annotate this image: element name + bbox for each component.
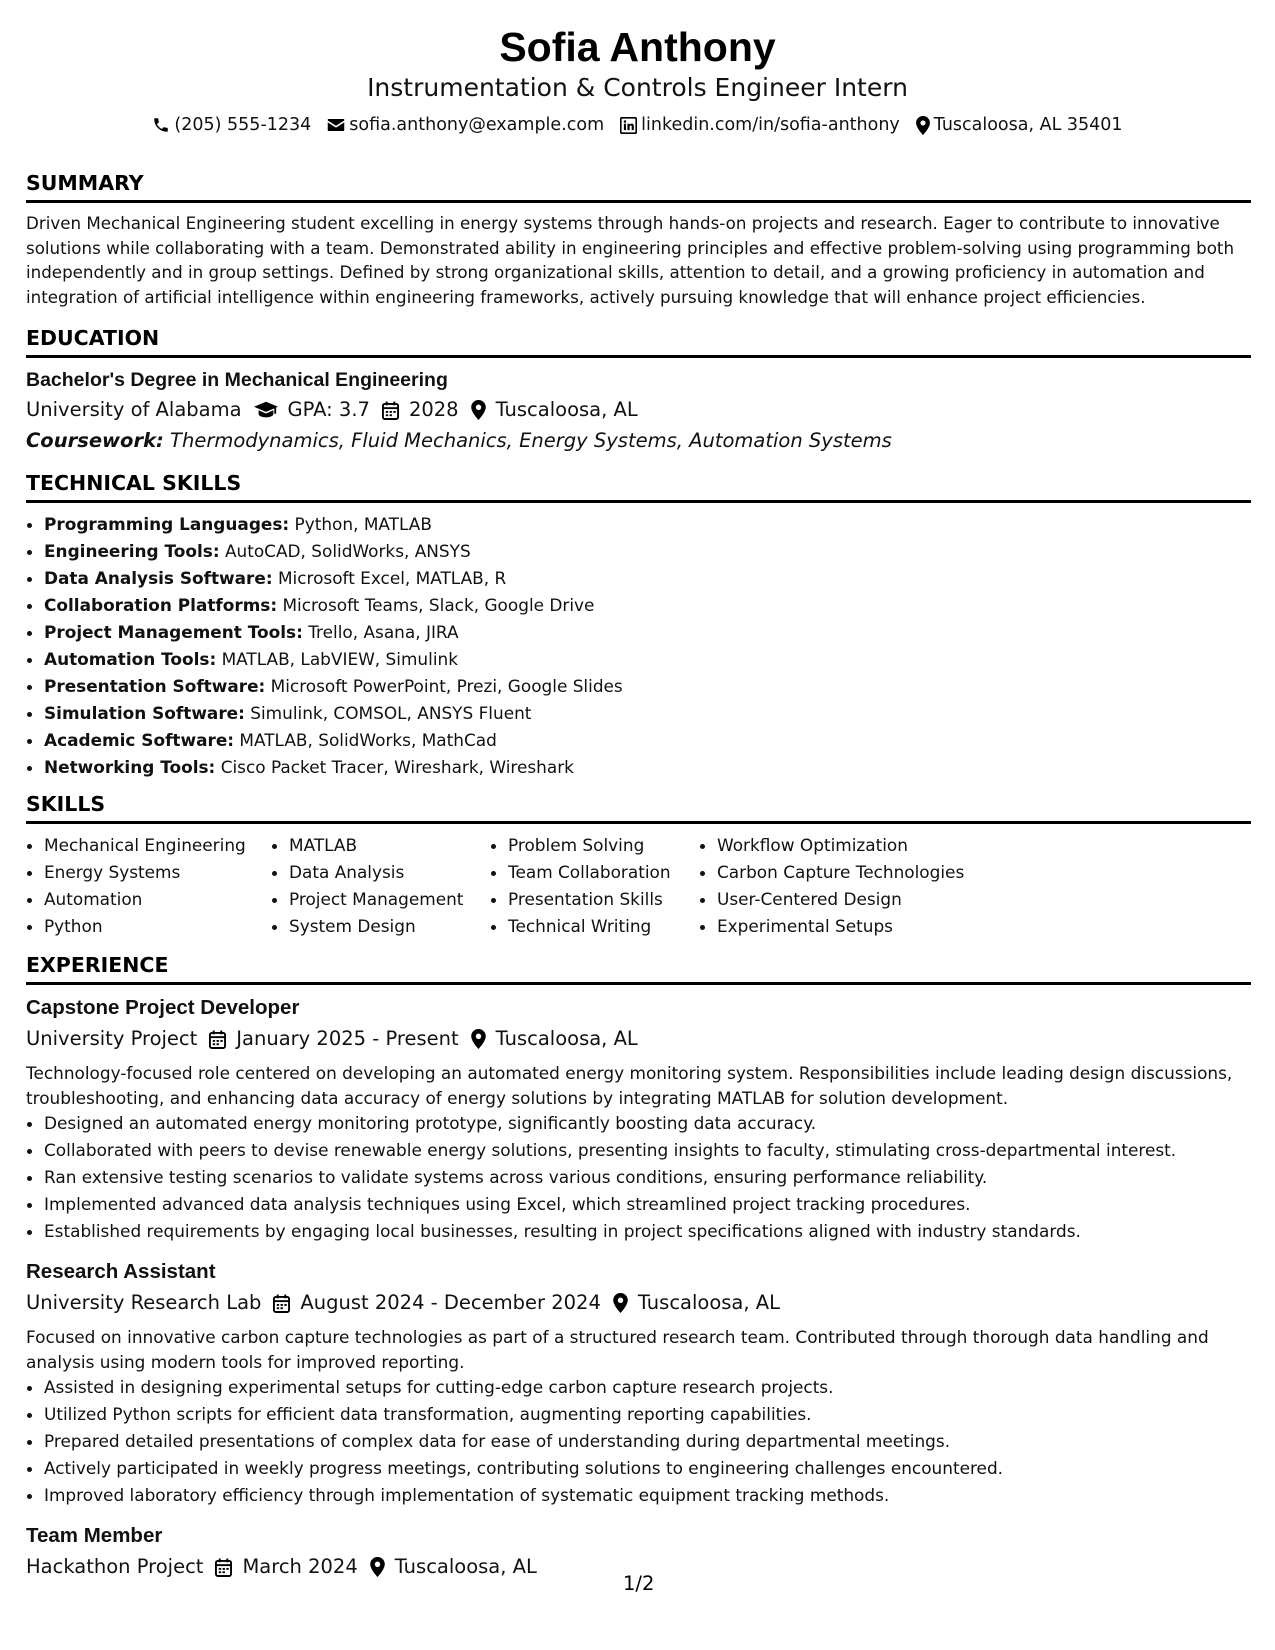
calendar-icon [215,1558,232,1577]
job-organization: University Research Lab [26,1291,262,1314]
linkedin-icon [620,117,637,134]
section-divider [26,355,1251,358]
coursework-line [26,426,1251,456]
summary-section [26,168,1251,309]
list-item: • Assisted in designing experimental setups for cutting-edge carbon capture research projects. [44,1374,1251,1401]
list-item [44,565,1251,592]
skill-item: • Python [44,913,271,940]
job-location: Tuscaloosa, AL [495,1027,638,1050]
skill-category: Presentation Software: [44,676,266,696]
skill-item: • Presentation Skills [508,886,699,913]
skill-category: Programming Languages: [44,514,290,534]
section-divider [26,821,1251,824]
skill-item: • Team Collaboration [508,859,699,886]
contact-linkedin[interactable] [620,115,900,135]
skill-category: Engineering Tools: [44,541,220,561]
skills-section [26,789,1251,940]
job-description: Technology-focused role centered on developing an automated energy monitoring system. Responsibilities include leading design discussions, troubleshooting, and enhancing data accuracy of energy solutions by integrating MATLAB for solution development. [26,1063,1233,1108]
skills-column [271,832,490,940]
experience-section [26,950,1251,1583]
skill-item: • Workflow Optimization [717,832,1017,859]
graduation-year: 2028 [408,398,459,421]
technical-skills-section [26,468,1251,781]
candidate-name: Sofia Anthony [499,24,776,70]
skill-item: • Technical Writing [508,913,699,940]
list-item: • Actively participated in weekly progress meetings, contributing solutions to engineering challenges encountered. [44,1455,1251,1482]
skill-category: Networking Tools: [44,757,216,777]
map-pin-icon [471,1029,486,1049]
skill-values: Trello, Asana, JIRA [308,622,459,642]
page-number: 1/2 [623,1572,655,1595]
skill-category: Automation Tools: [44,649,217,669]
job-title: Research Assistant [26,1260,216,1283]
candidate-title: Instrumentation & Controls Engineer Intern [367,73,908,102]
skill-item: • Mechanical Engineering [44,832,271,859]
list-item [44,538,1251,565]
skill-category: Simulation Software: [44,703,245,723]
skill-item: • System Design [289,913,490,940]
contact-location [916,115,1123,135]
skills-column [26,832,271,940]
job-location: Tuscaloosa, AL [637,1291,780,1314]
list-item: • Ran extensive testing scenarios to validate systems across various conditions, ensuring performance reliability. [44,1164,1251,1191]
map-pin-icon [370,1557,385,1577]
envelope-icon [327,117,345,133]
list-item [44,700,1251,727]
calendar-icon [273,1294,290,1313]
skill-category: Academic Software: [44,730,235,750]
skill-category: Project Management Tools: [44,622,303,642]
coursework-label: Coursework: [26,429,164,452]
job-bullets [26,1374,1251,1509]
phone-icon [152,116,170,134]
skill-values: Python, MATLAB [294,514,432,534]
job-bullets [26,1110,1251,1245]
job-dates: August 2024 - December 2024 [300,1291,601,1314]
list-item: • Collaborated with peers to devise renewable energy solutions, presenting insights to faculty, stimulating cross-departmental interest. [44,1137,1251,1164]
technical-skills-heading: TECHNICAL SKILLS [26,471,242,495]
job-meta [26,1023,1251,1055]
skills-column [490,832,699,940]
job-location: Tuscaloosa, AL [394,1555,537,1578]
skills-column [699,832,1017,940]
list-item: • Improved laboratory efficiency through implementation of systematic equipment tracking methods. [44,1482,1251,1509]
experience-entry [26,1257,1251,1509]
location-text: Tuscaloosa, AL 35401 [933,115,1123,135]
list-item: • Implemented advanced data analysis techniques using Excel, which streamlined project tracking procedures. [44,1191,1251,1218]
list-item: • Prepared detailed presentations of complex data for ease of understanding during departmental meetings. [44,1428,1251,1455]
list-item [44,619,1251,646]
job-organization: University Project [26,1027,198,1050]
gpa-text: GPA: 3.7 [287,398,370,421]
skill-values: Cisco Packet Tracer, Wireshark, Wireshark [220,757,574,777]
skill-item: • MATLAB [289,832,490,859]
contact-email[interactable] [327,115,604,135]
calendar-icon [382,401,399,420]
skill-item: • Data Analysis [289,859,490,886]
skill-values: MATLAB, SolidWorks, MathCad [239,730,497,750]
phone-text: (205) 555-1234 [174,115,312,135]
job-title: Capstone Project Developer [26,996,300,1019]
job-dates: January 2025 - Present [236,1027,459,1050]
job-title: Team Member [26,1524,163,1547]
job-dates: March 2024 [242,1555,358,1578]
linkedin-text: linkedin.com/in/sofia-anthony [641,115,900,135]
skill-values: Microsoft Excel, MATLAB, R [277,568,507,588]
skill-item: • Problem Solving [508,832,699,859]
skill-category: Collaboration Platforms: [44,595,278,615]
experience-heading: EXPERIENCE [26,953,169,977]
skill-item: • Carbon Capture Technologies [717,859,1017,886]
school-name: University of Alabama [26,398,242,421]
job-organization: Hackathon Project [26,1555,204,1578]
section-divider [26,500,1251,503]
skill-values: Simulink, COMSOL, ANSYS Fluent [250,703,532,723]
list-item: • Established requirements by engaging local businesses, resulting in project specifications aligned with industry standards. [44,1218,1251,1245]
list-item [44,727,1251,754]
skill-item: • User-Centered Design [717,886,1017,913]
technical-skills-list [26,511,1251,781]
list-item [44,754,1251,781]
list-item: • Utilized Python scripts for efficient data transformation, augmenting reporting capabilities. [44,1401,1251,1428]
map-pin-icon [916,116,930,135]
education-location: Tuscaloosa, AL [495,398,638,421]
section-divider [26,200,1251,203]
skill-item: • Project Management [289,886,490,913]
education-heading: EDUCATION [26,326,160,350]
list-item [44,673,1251,700]
list-item: • Designed an automated energy monitoring prototype, significantly boosting data accuracy. [44,1110,1251,1137]
coursework-list: Thermodynamics, Fluid Mechanics, Energy Systems, Automation Systems [170,429,892,452]
map-pin-icon [613,1293,628,1313]
list-item [44,646,1251,673]
skill-values: Microsoft Teams, Slack, Google Drive [282,595,595,615]
resume-header [0,0,1275,138]
education-section [26,323,1251,456]
email-text: sofia.anthony@example.com [349,115,605,135]
skill-values: Microsoft PowerPoint, Prezi, Google Slides [270,676,623,696]
education-meta [26,394,1251,426]
section-divider [26,982,1251,985]
skill-category: Data Analysis Software: [44,568,273,588]
job-meta [26,1287,1251,1319]
skills-heading: SKILLS [26,792,106,816]
resume-body [26,168,1251,1595]
experience-entry [26,993,1251,1245]
contact-phone[interactable] [152,115,311,135]
contact-bar [0,112,1275,138]
list-item [44,592,1251,619]
skill-item: • Experimental Setups [717,913,1017,940]
summary-text: Driven Mechanical Engineering student excelling in energy systems through hands-on projects and research. Eager to contribute to innovative solutions while collaborating with a team. Demonstrated ability in engineering principles and effective problem-solving using programming both independently and in group settings. Defined by strong organizational skills, attention to detail, and a growing proficiency in automation and integration of artificial intelligence within engineering frameworks, actively pursuing knowledge that will enhance project efficiencies. [26,213,1235,307]
skill-item: • Automation [44,886,271,913]
calendar-icon [209,1030,226,1049]
graduation-cap-icon [254,401,278,419]
skill-values: MATLAB, LabVIEW, Simulink [221,649,458,669]
summary-heading: SUMMARY [26,171,144,195]
map-pin-icon [471,400,486,420]
list-item [44,511,1251,538]
job-description: Focused on innovative carbon capture technologies as part of a structured research team. Contributed through thorough data handling and analysis using modern tools for improved reporting. [26,1327,1209,1372]
degree-name: Bachelor's Degree in Mechanical Engineering [26,369,448,391]
skills-grid [26,832,1251,940]
skill-item: • Energy Systems [44,859,271,886]
skill-values: AutoCAD, SolidWorks, ANSYS [224,541,471,561]
